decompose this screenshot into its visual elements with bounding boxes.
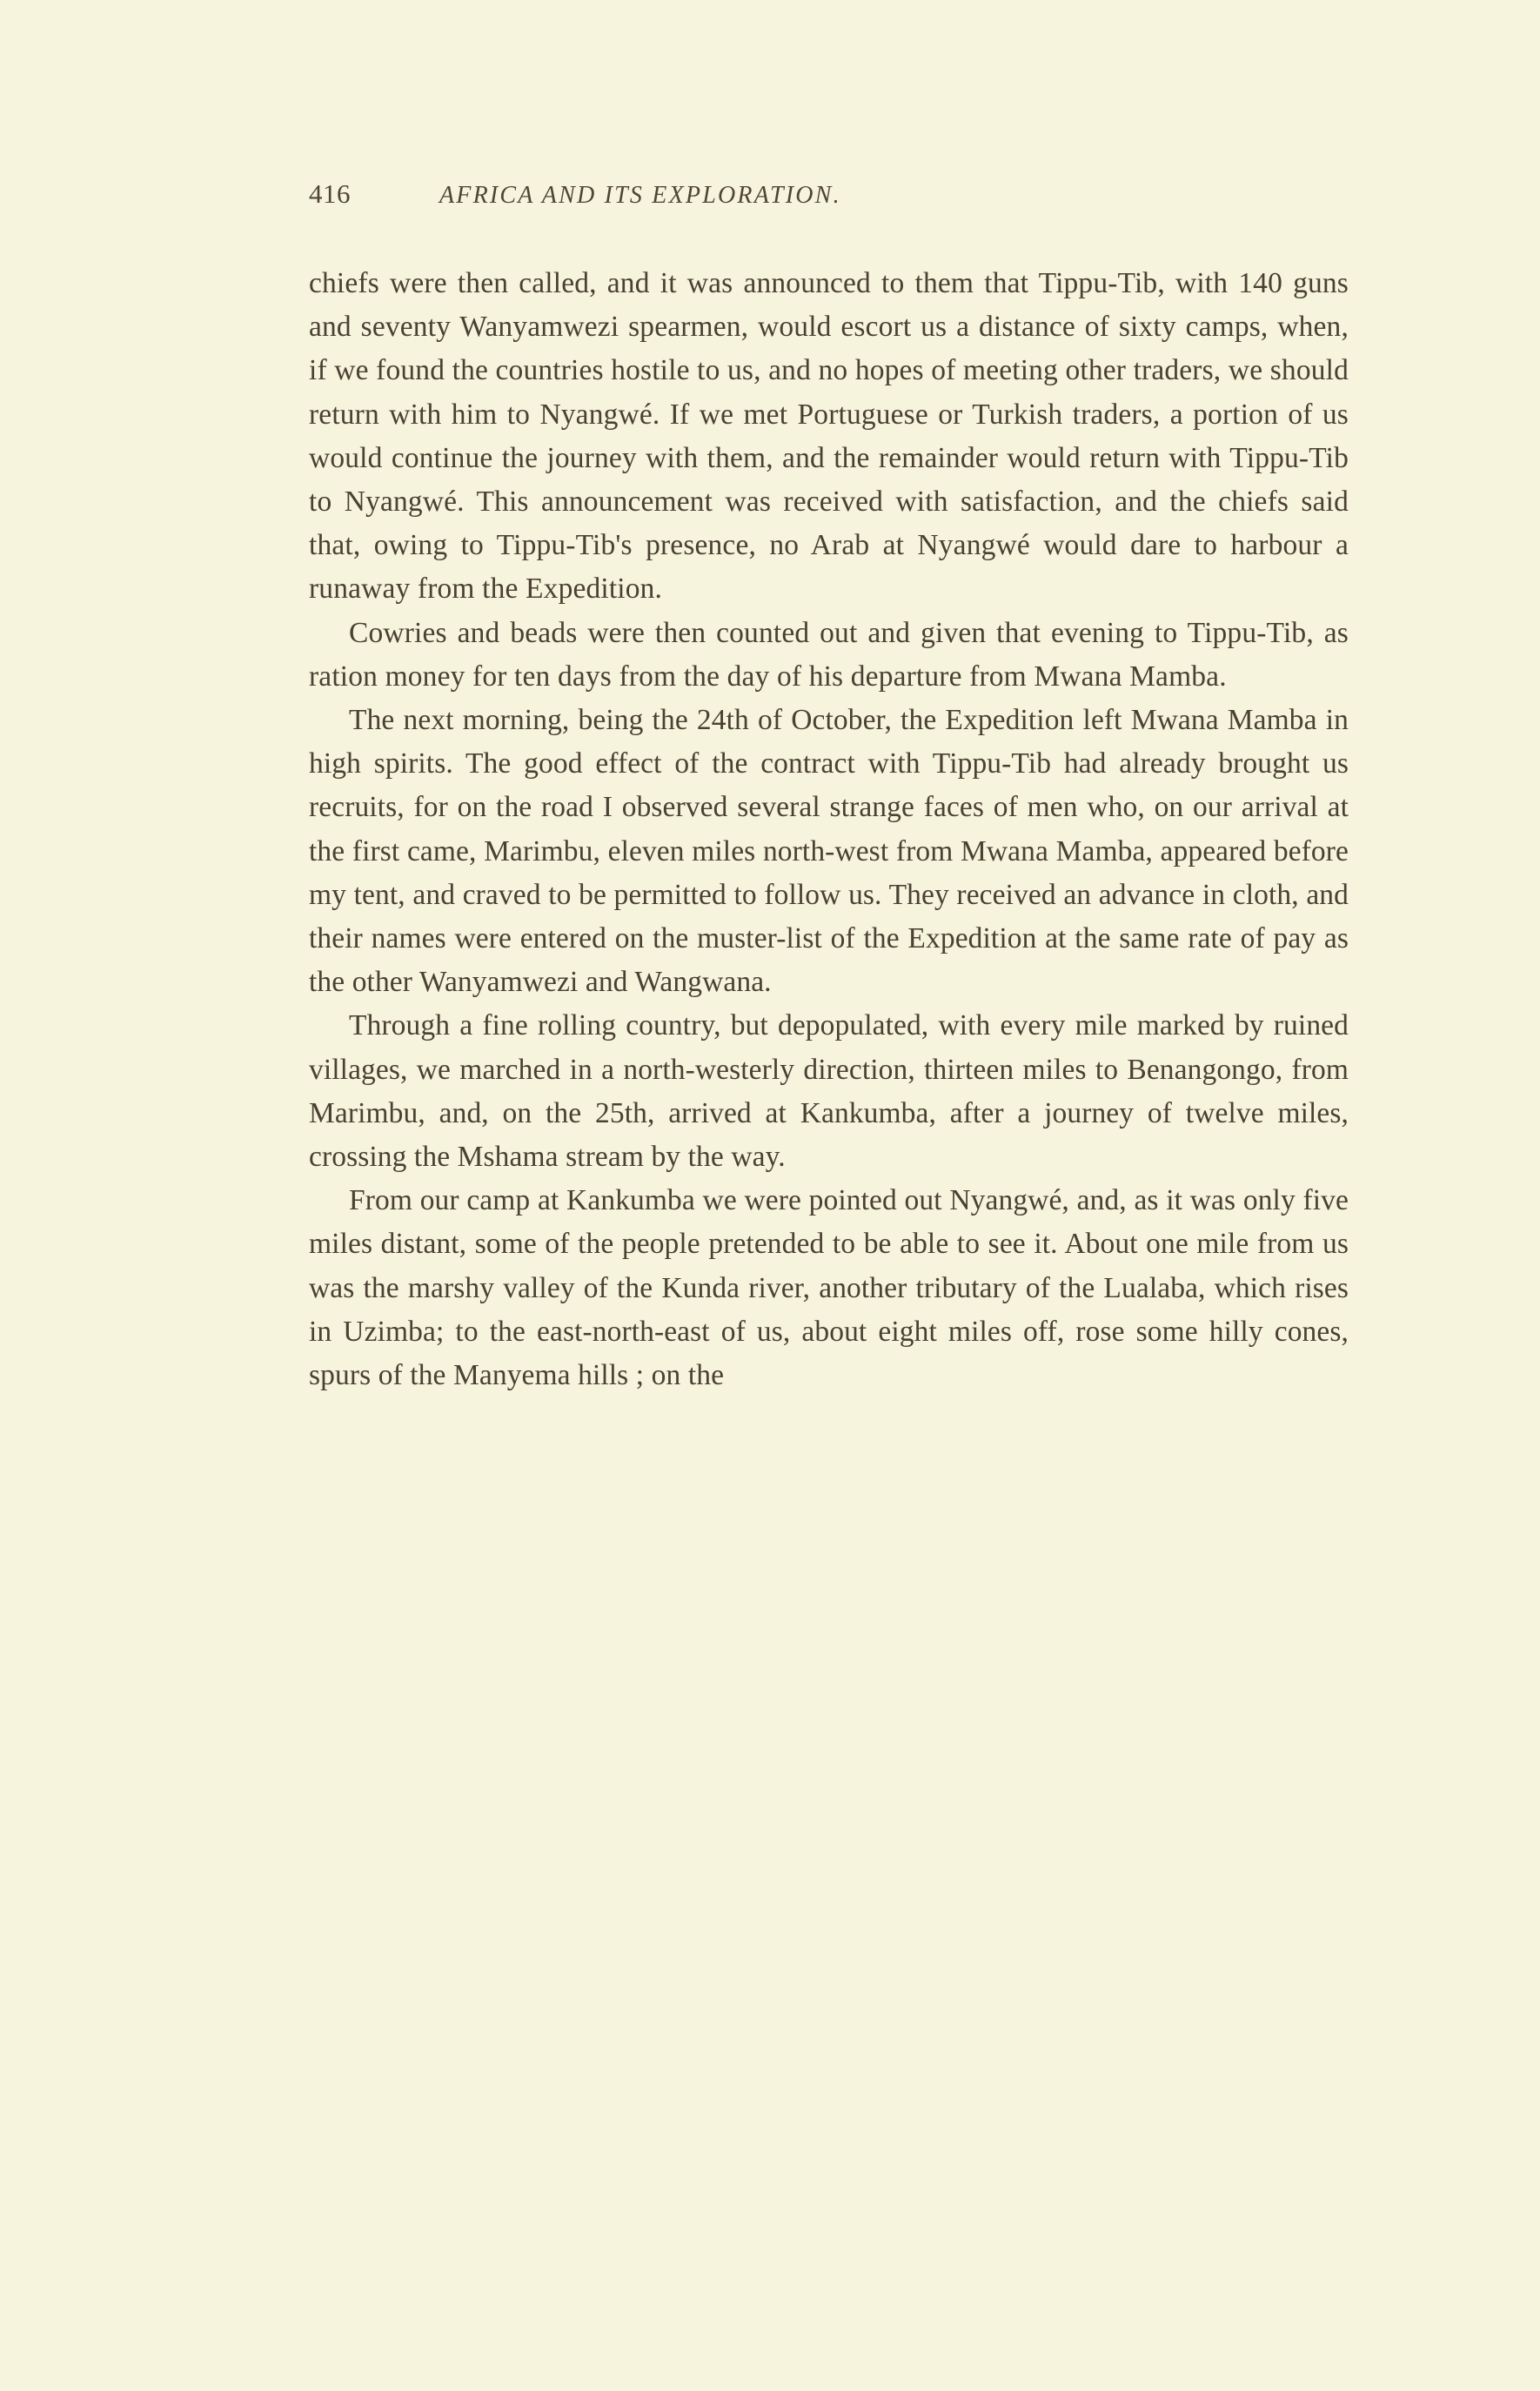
page-content-block bbox=[309, 178, 1349, 1397]
paragraph: Cowries and beads were then counted out and given that evening to Tippu-Tib, as ration money for ten days from the day of his departure from Mwana Mamba. bbox=[309, 616, 1349, 693]
paragraph: Through a fine rolling country, but depopulated, with every mile marked by ruined villages, we marched in a north-westerly direction, thirteen miles to Benangongo, from Marimbu, and, on the 25th, arrived at Kankumba, after a journey of twelve miles, crossing the Mshama stream by the way. bbox=[309, 1009, 1349, 1174]
paragraph: chiefs were then called, and it was announced to them that Tippu-Tib, with 140 guns and seventy Wanyamwezi spearmen, would escort us a distance of sixty camps, when, if we found the countries hostile to us, and no hopes of meeting other traders, we should return with him to Nyangwé. If we met Portuguese or Turkish traders, a portion of us would continue the journey with them, and the remainder would return with Tippu-Tib to Nyangwé. This announcement was received with satisfaction, and the chiefs said that, owing to Tippu-Tib's presence, no Arab at Nyangwé would dare to harbour a runaway from the Expedition. bbox=[309, 267, 1349, 606]
body-text bbox=[309, 262, 1349, 1397]
paragraph: From our camp at Kankumba we were pointed out Nyangwé, and, as it was only five miles distant, some of the people pretended to be able to see it. About one mile from us was the marshy valley of the Kunda river, another tributary of the Lualaba, which rises in Uzimba; to the east-north-east of us, about eight miles off, rose some hilly cones, spurs of the Manyema hills ; on the bbox=[309, 1184, 1349, 1392]
page-header bbox=[309, 178, 1349, 210]
running-head: AFRICA AND ITS EXPLORATION. bbox=[439, 182, 841, 209]
paragraph: The next morning, being the 24th of October, the Expedition left Mwana Mamba in high spirits. The good effect of the contract with Tippu-Tib had already brought us recruits, for on the road I observed several strange faces of men who, on our arrival at the first came, Marimbu, eleven miles north-west from Mwana Mamba, appeared before my tent, and craved to be permitted to follow us. They received an advance in cloth, and their names were entered on the muster-list of the Expedition at the same rate of pay as the other Wanyamwezi and Wangwana. bbox=[309, 704, 1349, 999]
page-number: 416 bbox=[309, 178, 351, 209]
